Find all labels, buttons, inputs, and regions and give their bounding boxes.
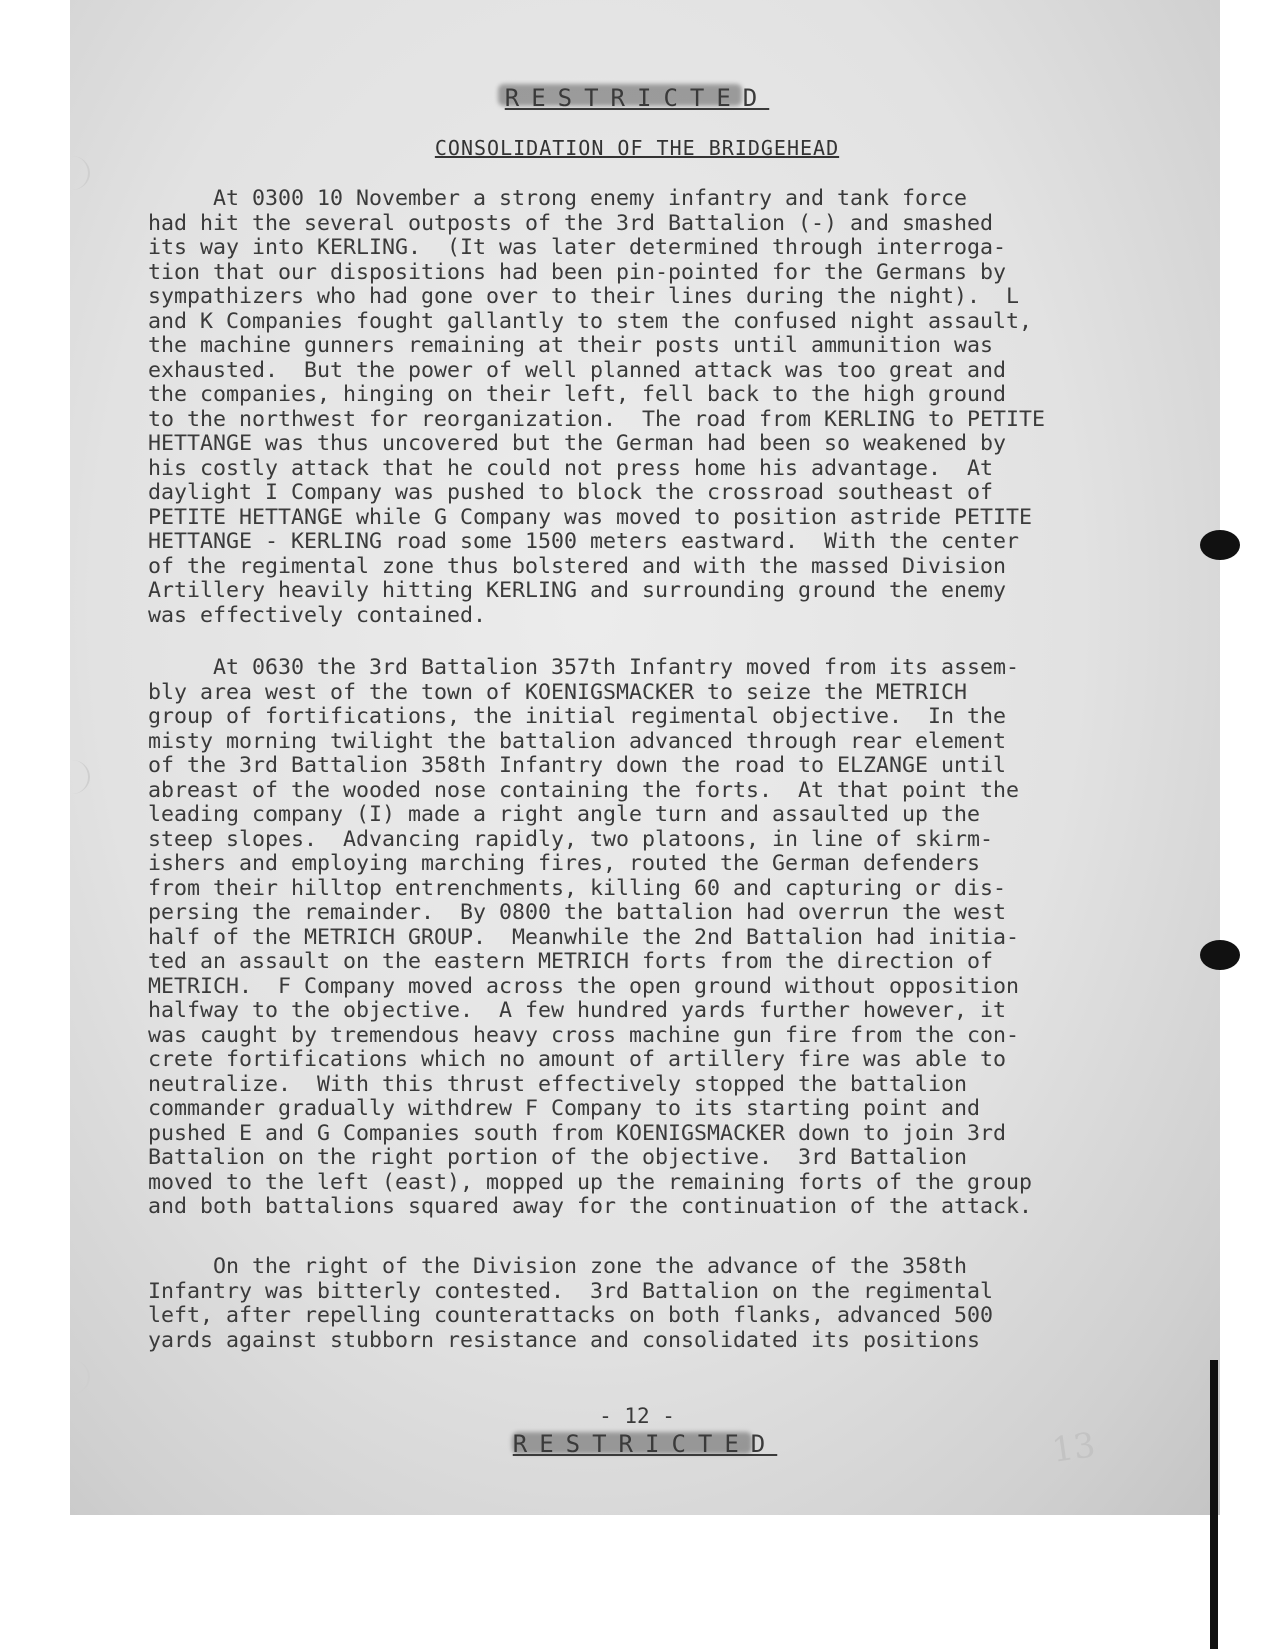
text-line: On the right of the Division zone the advance of the 358th (148, 1254, 968, 1279)
scan-edge-shadow (1210, 1360, 1218, 1649)
text-line: exhausted. But the power of well planned attack was too great and (148, 357, 1007, 383)
paragraph-3 (148, 1255, 1178, 1353)
text-line: his costly attack that he could not press home his advantage. At (148, 455, 994, 481)
text-line: PETITE HETTANGE while G Company was moved to position astride PETITE (148, 504, 1033, 530)
text-line: bly area west of the town of KOENIGSMACKER to seize the METRICH (148, 679, 968, 705)
text-line: the machine gunners remaining at their posts until ammunition was (148, 333, 994, 358)
text-line: At 0630 the 3rd Battalion 357th Infantry moved from its assem- (148, 655, 1020, 680)
text-line: crete fortifications which no amount of artillery fire was able to (148, 1047, 1007, 1072)
text-line: Battalion on the right portion of the objective. 3rd Battalion (148, 1145, 968, 1170)
text-line: yards against stubborn resistance and consolidated its positions (148, 1327, 981, 1353)
text-line: group of fortifications, the initial regimental objective. In the (148, 704, 1007, 729)
header-restricted-stamp: RESTRICTED (504, 84, 770, 112)
text-line: persing the remainder. By 0800 the battalion had overrun the west (148, 900, 1007, 925)
text-line: left, after repelling counterattacks on both flanks, advanced 500 (148, 1303, 994, 1328)
text-line: of the 3rd Battalion 358th Infantry down the road to ELZANGE until (148, 753, 1007, 778)
binder-punch-hole (1200, 940, 1240, 970)
text-line: METRICH. F Company moved across the open ground without opposition (148, 973, 1020, 999)
text-line: halfway to the objective. A few hundred yards further however, it (148, 998, 1007, 1023)
text-line: the companies, hinging on their left, fell back to the high ground (148, 382, 1007, 407)
text-line: and K Companies fought gallantly to stem the confused night assault, (148, 308, 1033, 334)
text-line: had hit the several outposts of the 3rd Battalion (-) and smashed (148, 210, 994, 236)
paragraph-2 (148, 656, 1178, 1220)
binder-punch-hole (1200, 530, 1240, 560)
text-line: was caught by tremendous heavy cross machine gun fire from the con- (148, 1022, 1020, 1048)
text-line: ishers and employing marching fires, routed the German defenders (148, 851, 981, 876)
text-line: At 0300 10 November a strong enemy infantry and tank force (148, 186, 968, 211)
margin-fold-mark (54, 1360, 90, 1394)
text-line: daylight I Company was pushed to block the crossroad southeast of (148, 480, 994, 505)
text-line: tion that our dispositions had been pin-pointed for the Germans by (148, 259, 1007, 285)
text-line: HETTANGE - KERLING road some 1500 meters eastward. With the center (148, 529, 1020, 554)
margin-fold-mark (54, 156, 90, 190)
paragraph-1 (148, 187, 1178, 628)
margin-fold-mark (54, 760, 90, 794)
text-line: Infantry was bitterly contested. 3rd Battalion on the regimental (148, 1278, 994, 1304)
text-line: moved to the left (east), mopped up the remaining forts of the group (148, 1169, 1033, 1195)
footer-restricted-stamp: RESTRICTED (512, 1430, 778, 1458)
text-line: neutralize. With this thrust effectively stopped the battalion (148, 1071, 968, 1097)
text-line: and both battalions squared away for the continuation of the attack. (148, 1194, 1033, 1219)
text-line: abreast of the wooded nose containing the forts. At that point the (148, 777, 1020, 803)
text-line: HETTANGE was thus uncovered but the German had been so weakened by (148, 431, 1007, 456)
page-number: - 12 - (599, 1404, 675, 1428)
text-line: sympathizers who had gone over to their lines during the night). L (148, 284, 1020, 309)
text-line: leading company (I) made a right angle turn and assaulted up the (148, 802, 981, 827)
handwritten-page-mark: 13 (1049, 1425, 1098, 1471)
text-line: commander gradually withdrew F Company to its starting point and (148, 1096, 981, 1121)
text-line: steep slopes. Advancing rapidly, two platoons, in line of skirm- (148, 826, 994, 852)
text-line: misty morning twilight the battalion advanced through rear element (148, 728, 1007, 754)
text-line: from their hilltop entrenchments, killing 60 and capturing or dis- (148, 875, 1007, 901)
text-line: its way into KERLING. (It was later determined through interroga- (148, 235, 1007, 260)
text-line: ted an assault on the eastern METRICH forts from the direction of (148, 949, 994, 974)
text-line: pushed E and G Companies south from KOENIGSMACKER down to join 3rd (148, 1120, 1007, 1146)
text-line: of the regimental zone thus bolstered and with the massed Division (148, 553, 1007, 579)
text-line: to the northwest for reorganization. The road from KERLING to PETITE (148, 406, 1046, 432)
text-line: Artillery heavily hitting KERLING and surrounding ground the enemy (148, 578, 1007, 603)
text-line: was effectively contained. (148, 602, 487, 628)
text-line: half of the METRICH GROUP. Meanwhile the 2nd Battalion had initia- (148, 924, 1020, 950)
document-title: CONSOLIDATION OF THE BRIDGEHEAD (434, 136, 840, 160)
